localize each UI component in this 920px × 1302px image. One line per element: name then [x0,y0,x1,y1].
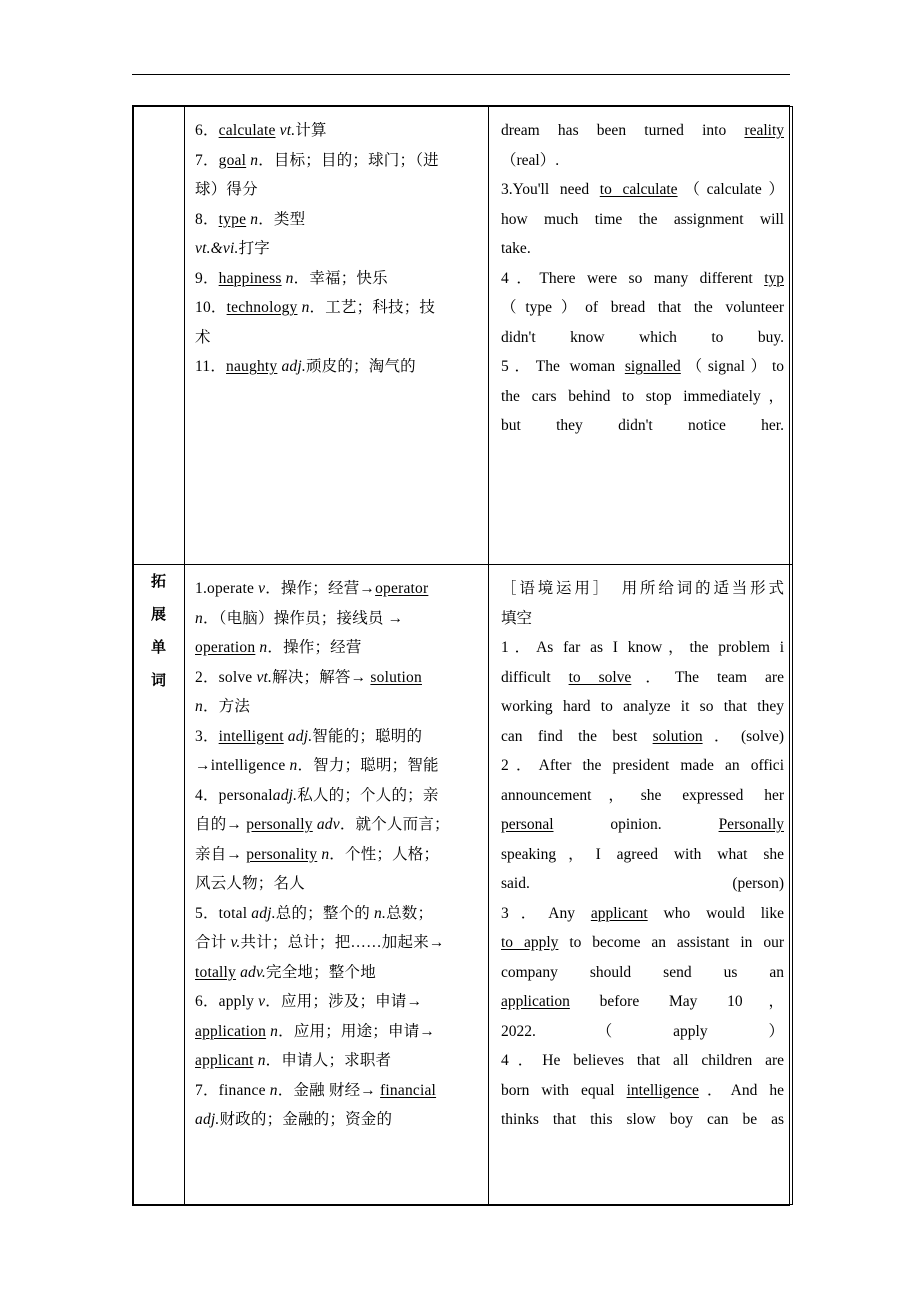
ex-2-cont3: speaking，I agreed with what she [501,845,784,863]
entry-intelligent: 3．intelligent adj.智能的；聪明的 [195,727,423,745]
sentence-5: 5．The woman signalled（signal）to [501,358,784,375]
entry-intelligence: →intelligence n．智力；聪明；智能 [195,757,439,774]
entry-total-cont: 合计 v.共计；总计；把……加起来→ [195,934,445,951]
entry-personality: 亲自→ personality n．个性；人格； [195,845,440,863]
row1-right-cell [489,107,793,565]
row2-middle-cell [185,565,489,1205]
entry-operation: operation n．操作；经营 [195,639,362,656]
exercise-heading: ［语境运用］ 用所给词的适当形式 [501,580,784,597]
entry-applicant: applicant n．申请人；求职者 [195,1052,392,1069]
ex-1-cont3: can find the best solution．(solve) [501,727,784,745]
entry-solution-cont: n．方法 [195,698,251,715]
sentence-4: 4．There were so many different typ [501,269,784,287]
ex-2-cont4: said. (person) [501,875,784,892]
header-rule [132,74,790,75]
entry-naughty: 11．naughty adj.顽皮的；淘气的 [195,358,416,375]
ex-2-cont2: personal opinion. Personally [501,816,784,833]
row1-middle-cell [185,107,489,565]
table-row [134,565,793,1205]
entry-totally: totally adv.完全地；整个地 [195,963,376,981]
row2-right-content [489,565,792,1204]
entry-total: 5．total adj.总的；整个的 n.总数； [195,904,434,922]
ex-3-cont3: application before May 10， [501,993,784,1010]
entry-application: application n．应用；用途；申请→ [195,1022,436,1040]
row1-right-content [489,107,792,564]
sentence-5-cont2: but they didn't notice her. [501,417,784,434]
ex-2: 2．After the president made an offici [501,757,784,774]
ex-3-cont4: 2022.（apply） [501,1022,784,1040]
row2-middle-content [185,565,488,1204]
ex-2-cont: announcement，she expressed her [501,786,784,804]
ex-4: 4．He believes that all children are [501,1052,784,1069]
entry-personal: 4．personaladj.私人的；个人的；亲 [195,786,439,804]
sentence-4-cont2: didn't know which to buy. [501,328,784,346]
vocabulary-table [132,105,790,1206]
entry-personally: 自的→ personally adv．就个人而言； [195,816,450,833]
row-label-cell-empty [134,107,185,565]
label-char-tuo: 拓 [150,572,167,590]
entry-happiness: 9．happiness n．幸福；快乐 [195,269,388,287]
ex-4-cont2: thinks that this slow boy can be as [501,1111,784,1128]
sentence-3: 3.You'll need to calculate（calculate） [501,181,784,198]
ex-4-cont: born with equal intelligence．And he [501,1081,784,1099]
sentence-3-end: take. [501,240,531,257]
sentence-3-cont: how much time the assignment will [501,210,784,228]
entry-operate: 1.operate v．操作；经营→operator [195,580,429,597]
entry-finance: 7．finance n．金融 财经→ financial [195,1081,437,1099]
entry-apply: 6．apply v．应用；涉及；申请→ [195,993,423,1010]
entry-type: 8．type n．类型 [195,210,306,228]
label-char-zhan: 展 [150,605,167,623]
row1-middle-content [185,107,488,564]
table-row [134,107,793,565]
entry-calculate: 6．calculate vt.计算 [195,122,327,139]
exercise-heading-cont: 填空 [501,609,533,627]
row2-label-cell [134,565,185,1205]
entry-technology-cont: 术 [195,328,211,346]
entry-goal-cont: 球）得分 [195,181,258,198]
ex-1-cont: difficult to solve．The team are [501,668,784,686]
entry-financial-cont: adj.财政的；金融的；资金的 [195,1111,393,1128]
ex-3-cont: to apply to become an assistant in our [501,934,784,951]
entry-solve: 2．solve vt.解决；解答→ solution [195,668,422,686]
ex-1: 1．As far as I know，the problem i [501,639,784,656]
entry-type-cont: vt.&vi.打字 [195,240,270,257]
ex-3: 3．Any applicant who would like [501,904,784,922]
ex-1-cont2: working hard to analyze it so that they [501,698,784,715]
label-char-dan: 单 [150,638,167,656]
ex-3-cont2: company should send us an [501,963,784,981]
entry-goal: 7．goal n．目标；目的；球门；（进 [195,151,439,169]
row2-right-cell [489,565,793,1205]
label-char-ci: 词 [150,671,167,689]
sentence-5-cont: the cars behind to stop immediately， [501,387,784,405]
sentence-4-cont: （type）of bread that the volunteer [501,299,784,316]
row-label-extension-words [134,565,184,697]
sentence-2-cont: dream has been turned into reality [501,122,784,139]
entry-technology: 10．technology n．工艺；科技；技 [195,299,436,316]
entry-operate-cont: n．（电脑）操作员；接线员 → [195,609,404,627]
entry-personality-cont: 风云人物；名人 [195,875,305,892]
sentence-2-end: （real）. [501,151,560,169]
